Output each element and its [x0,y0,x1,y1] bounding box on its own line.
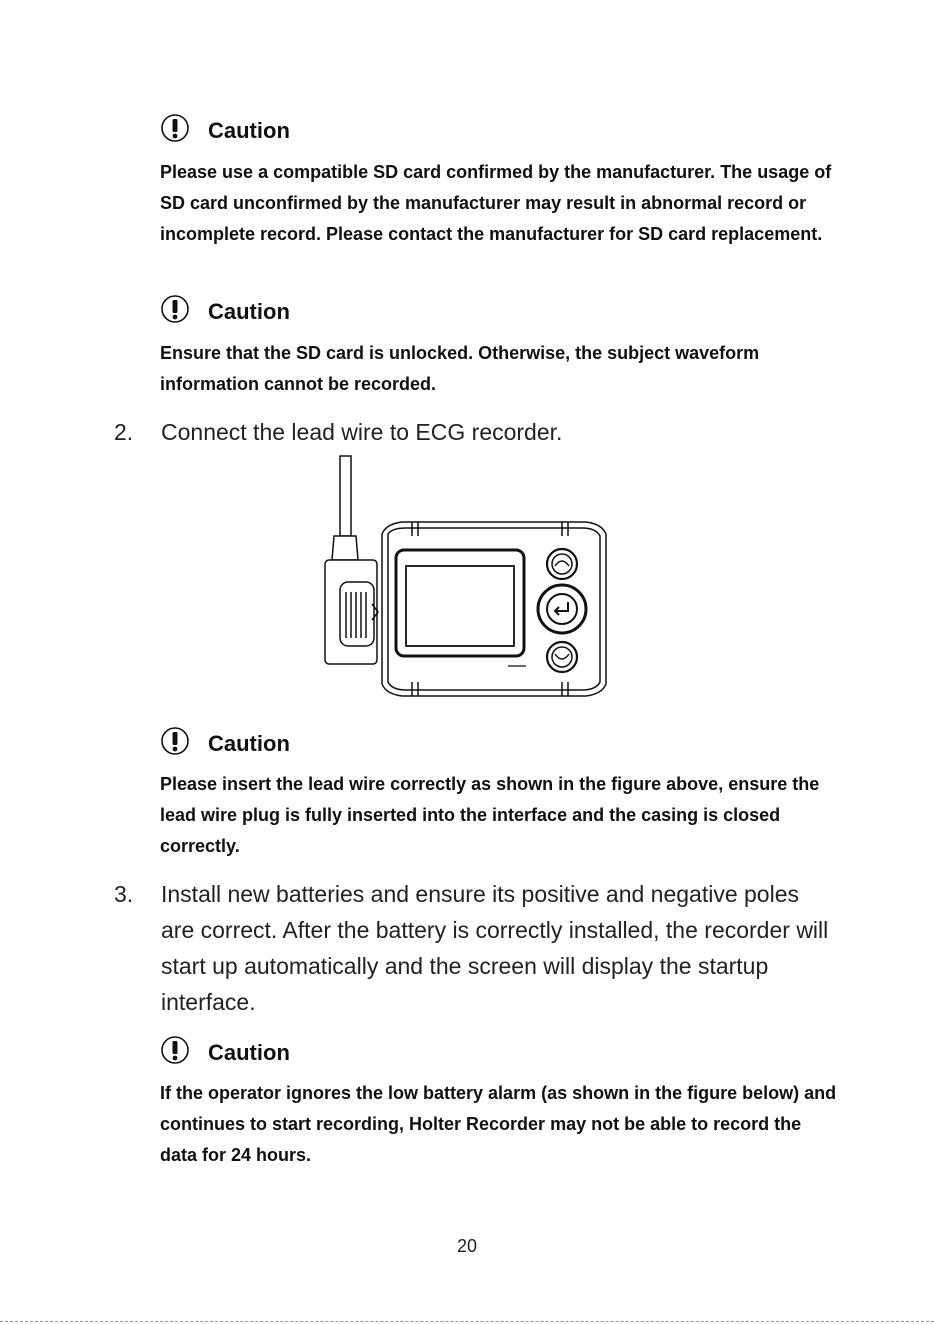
caution-title: Caution [208,299,290,324]
caution-header [160,1034,290,1066]
step-item [114,876,834,1020]
page-number: 20 [456,1236,478,1256]
step-text: Install new batteries and ensure its positive and negative poles are correct. After the battery is correctly installed, the recorder will start up automatically and the screen will display the startup interface. [161,881,829,1015]
caution-header [160,725,290,757]
caution-title: Caution [208,731,290,756]
caution-title: Caution [208,1040,290,1065]
step-item [114,414,834,450]
caution-icon [160,113,190,143]
caution-text: If the operator ignores the low battery alarm (as shown in the figure below) and continues to start recording, Holter Recorder may not be able to record the data for 24 hours. [160,1083,837,1165]
caution-text: Please insert the lead wire correctly as shown in the figure above, ensure the lead wire plug is fully inserted into the interface and the casing is closed correctly. [160,774,820,856]
caution-header [160,293,290,325]
step-text: Connect the lead wire to ECG recorder. [161,419,563,445]
footer-divider [0,1321,934,1322]
caution-title: Caution [208,118,290,143]
step-number: 3. [114,881,134,907]
caution-header [160,112,290,144]
ecg-recorder-figure [322,452,612,700]
caution-text: Ensure that the SD card is unlocked. Otherwise, the subject waveform information cannot be recorded. [160,343,760,394]
step-number: 2. [114,419,134,445]
caution-icon [160,294,190,324]
caution-icon [160,1035,190,1065]
caution-text: Please use a compatible SD card confirmed by the manufacturer. The usage of SD card unconfirmed by the manufacturer may result in abnormal record or incomplete record. Please contact the manufacturer for SD card replacement. [160,162,832,244]
caution-icon [160,726,190,756]
